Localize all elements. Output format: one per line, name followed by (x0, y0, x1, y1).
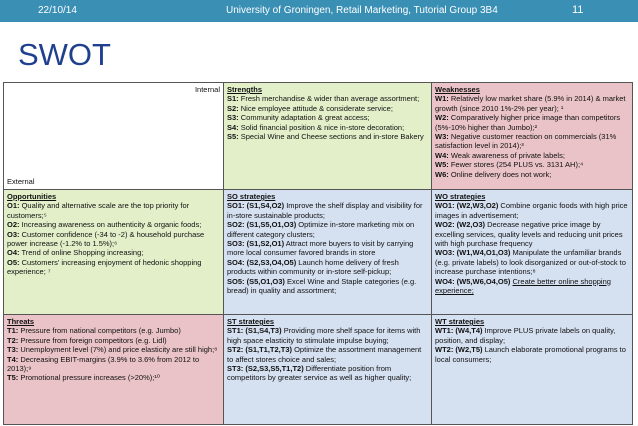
swot-item-code: ST2: (S1,T1,T2,T3) (227, 345, 293, 355)
strengths-heading: Strengths (227, 85, 263, 94)
swot-item (435, 132, 629, 151)
swot-item-code: S2: (227, 103, 239, 113)
swot-item-text: Launch home delivery of fresh products within community or in-store self-pickup; (227, 257, 399, 277)
swot-item-text: Pressure from national competitors (e.g. Jumbo) (18, 326, 181, 336)
swot-item-text: Optimize the assortment management to affect stores choice and sales; (227, 345, 422, 364)
slide-page-number: 11 (572, 4, 584, 16)
swot-item-code: SO5: (S5,O1,O3) (227, 276, 285, 286)
opportunities-list (7, 201, 220, 276)
slide-header-bar (0, 0, 638, 22)
swot-item-text: Negative customer reaction on commercials (31% satisfaction level in 2014);³ (435, 132, 617, 151)
swot-item-code: O4: (7, 248, 20, 258)
swot-item (435, 170, 629, 179)
swot-item-text: Attract more buyers to visit by carrying more local consumer favored brands in store (227, 239, 414, 258)
swot-item (7, 355, 220, 374)
swot-item (435, 277, 629, 296)
swot-item (227, 123, 428, 132)
swot-item-text: Excel Wine and Staple categories (e.g. bread) in quality and assortment; (227, 276, 417, 296)
swot-item-text: Trend of online Shopping increasing; (19, 248, 144, 258)
swot-item-code: SO3: (S1,S2,O1) (227, 239, 285, 249)
so-strategies-list (227, 201, 428, 295)
swot-item-text: Weak awareness of private labels; (448, 150, 565, 160)
swot-item-code: W1: (435, 94, 449, 104)
swot-item-code: WT2: (W2,T5) (435, 345, 483, 355)
swot-item (435, 326, 629, 345)
swot-item-text: Pressure from foreign competitors (e.g. Lidl) (18, 335, 167, 345)
swot-item-text: Community adaptation & great access; (238, 113, 370, 123)
swot-item-code: ST3: (S2,S3,S5,T1,T2) (227, 364, 304, 374)
swot-item (7, 201, 220, 220)
swot-item (435, 94, 629, 113)
swot-item-code: WO1: (W2,W3,O2) (435, 201, 499, 211)
slide-footer-title: University of Groningen, Retail Marketing, Tutorial Group 3B4 (226, 5, 498, 16)
swot-item-text: Improve the shelf display and visibility for in-store sustainable products; (227, 201, 423, 220)
swot-item (7, 373, 220, 382)
swot-item-code: O3: (7, 229, 20, 239)
swot-item-text: Customer confidence (-34 to -2) & household purchase power increase (-1.2% to 1.5%);⁶ (7, 229, 205, 249)
weaknesses-heading: Weaknesses (435, 85, 480, 94)
swot-item-code: SO4: (S2,S3,O4,O5) (227, 257, 297, 267)
swot-item-text: Unemployment level (7%) and price elasticity are still high;⁸ (18, 345, 218, 355)
wo-strategies-heading: WO strategies (435, 192, 486, 201)
opportunities-heading: Opportunities (7, 192, 57, 201)
swot-item (435, 160, 629, 169)
swot-item-text: Relatively low market share (5.9% in 2014) & market growth (since 2010 1%-2% per year); ¹ (435, 94, 626, 113)
swot-item (227, 132, 428, 141)
swot-item-text: Fewer stores (254 PLUS vs. 3131 AH);⁴ (448, 160, 584, 170)
swot-item-code: SO2: (S1,S5,O1,O3) (227, 220, 297, 230)
swot-item-text: Comparatively higher price image than competitors (5%-10% higher than Jumbo);² (435, 113, 621, 132)
threats-list (7, 326, 220, 382)
swot-item-code: T3: (7, 345, 19, 355)
swot-item-code: W5: (435, 160, 449, 170)
swot-item-code: T5: (7, 373, 19, 383)
opportunities-cell (3, 189, 224, 315)
wt-strategies-list (435, 326, 629, 364)
swot-item-code: ST1: (S1,S4,T3) (227, 326, 282, 336)
swot-item-code: S1: (227, 94, 239, 104)
swot-item-code: T4: (7, 354, 19, 364)
swot-item (227, 277, 428, 296)
swot-item (7, 248, 220, 257)
swot-item-text: Customers' increasing enjoyment of hedonic shopping experience; ⁷ (7, 257, 202, 277)
swot-item-code: T2: (7, 335, 19, 345)
swot-matrix (3, 82, 633, 425)
st-strategies-cell (223, 314, 432, 425)
swot-item-code: WT1: (W4,T4) (435, 326, 483, 336)
swot-item (227, 220, 428, 239)
wt-strategies-heading: WT strategies (435, 317, 485, 326)
weaknesses-cell (431, 82, 633, 190)
swot-item (435, 151, 629, 160)
st-strategies-list (227, 326, 428, 382)
swot-item-code: W6: (435, 169, 449, 179)
swot-item-text: Combine organic foods with high price images in advertisement; (435, 201, 628, 220)
swot-item (435, 248, 629, 276)
external-label: External (7, 176, 35, 186)
threats-cell (3, 314, 224, 425)
swot-item-text: Nice employee attitude & considerate service; (238, 103, 393, 113)
swot-item (227, 326, 428, 345)
swot-item-code: SO1: (S1,S4,O2) (227, 201, 285, 211)
swot-item-code: W4: (435, 150, 449, 160)
swot-item (435, 201, 629, 220)
swot-item-code: WO3: (W1,W4,O1,O3) (435, 248, 511, 258)
swot-item-text: Promotional pressure increases (>20%);¹⁰ (18, 373, 160, 383)
swot-item-text: Differentiate position from competitors by greater service as well as higher quality; (227, 364, 412, 383)
swot-item-code: O5: (7, 257, 20, 267)
swot-item (7, 230, 220, 249)
swot-item (227, 94, 428, 103)
swot-item-text: Increasing awareness on authenticity & organic foods; (19, 220, 202, 230)
so-strategies-cell (223, 189, 432, 315)
swot-item (227, 239, 428, 258)
strengths-cell (223, 82, 432, 190)
swot-item-code: WO2: (W2,O3) (435, 220, 485, 230)
swot-item (435, 113, 629, 132)
swot-item (227, 201, 428, 220)
swot-item-text: Manipulate the unfamiliar brands (e.g. private labels) to look disorganized or out-of-stock to increase purchase intentions;⁸ (435, 248, 626, 277)
swot-item-text: Providing more shelf space for items with high space elasticity to stimulate impulse buying; (227, 326, 421, 345)
swot-item-text: Improve PLUS private labels on quality, position, and display; (435, 326, 616, 345)
st-strategies-heading: ST strategies (227, 317, 275, 326)
swot-item (435, 220, 629, 248)
swot-item-code: S3: (227, 113, 239, 123)
swot-item-code: W2: (435, 113, 449, 123)
swot-item-code: WO4: (W5,W6,O4,O5) (435, 276, 511, 286)
swot-item (435, 345, 629, 364)
swot-item-text: Solid financial position & nice in-store decoration; (238, 122, 405, 132)
wt-strategies-cell (431, 314, 633, 425)
threats-heading: Threats (7, 317, 35, 326)
internal-label: Internal (194, 85, 220, 94)
wo-strategies-cell (431, 189, 633, 315)
swot-item (227, 104, 428, 113)
swot-item-code: W3: (435, 132, 449, 142)
swot-item-code: O1: (7, 201, 20, 211)
swot-item (7, 326, 220, 335)
swot-item-text: Special Wine and Cheese sections and in-store Bakery (238, 132, 424, 142)
wo-strategies-list (435, 201, 629, 295)
swot-item-text: Online delivery does not work; (448, 169, 552, 179)
swot-item (227, 113, 428, 122)
swot-item-code: S5: (227, 132, 239, 142)
swot-item-text: Launch elaborate promotional programs to local consumers; (435, 345, 626, 364)
swot-item-text: Optimize in-store marketing mix on different category clusters; (227, 220, 415, 239)
swot-item (7, 336, 220, 345)
slide-date: 22/10/14 (38, 5, 77, 16)
swot-item (7, 258, 220, 277)
swot-item-link: Create better online shopping experience; (435, 276, 611, 296)
swot-item (227, 258, 428, 277)
corner-cell (3, 82, 224, 190)
swot-item (7, 345, 220, 354)
swot-item (227, 345, 428, 364)
strengths-list (227, 94, 428, 141)
swot-item-code: T1: (7, 326, 19, 336)
so-strategies-heading: SO strategies (227, 192, 276, 201)
swot-item-code: S4: (227, 122, 239, 132)
swot-item-text: Decrease negative price image by excelling services, quality levels and reducing unit prices with high purchase frequency (435, 220, 623, 249)
weaknesses-list (435, 94, 629, 179)
swot-item (7, 220, 220, 229)
swot-item-text: Fresh merchandise & wider than average assortment; (238, 94, 420, 104)
swot-item (227, 364, 428, 383)
swot-item-text: Decreasing EBIT-margins (3.9% to 3.6% from 2012 to 2013);⁹ (7, 354, 200, 374)
page-title: SWOT (18, 37, 111, 72)
swot-item-text: Quality and alternative scale are the top priority for customers;⁵ (7, 201, 190, 220)
swot-item-code: O2: (7, 220, 20, 230)
